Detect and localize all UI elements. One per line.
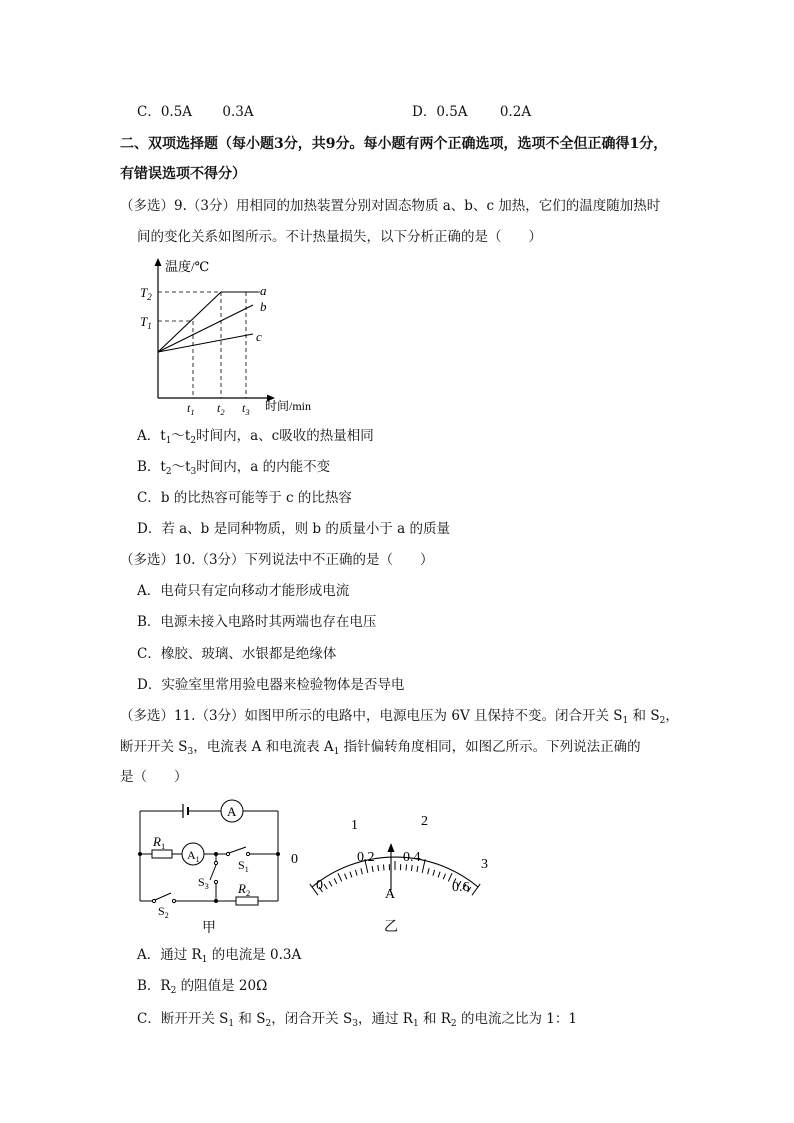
svg-text:t1: $t_1$ bbox=[187, 401, 195, 417]
r2-label: $R_2$ bbox=[238, 881, 251, 898]
dial-tick bbox=[433, 870, 435, 876]
graph-line-b bbox=[158, 305, 253, 352]
q10-stem: （多选）10.（3分）下列说法中不正确的是（ ） bbox=[120, 552, 434, 568]
s2-label: $S_2$ bbox=[158, 904, 169, 920]
q11-stem-line1: （多选）11.（3分）如图甲所示的电路中，电源电压为 6V 且保持不变。闭合开关 $S_1$ 和 $S_2$， bbox=[120, 708, 679, 726]
dial-tick bbox=[422, 859, 425, 873]
dial-tick bbox=[361, 868, 363, 874]
q9-option-b: B．$t_2\sim t_3$时间内，a 的内能不变 bbox=[137, 459, 331, 477]
q8-option-c-value: 0.3A bbox=[222, 104, 254, 120]
graph-label-a: a bbox=[260, 283, 267, 298]
dial-outer-2: 2 bbox=[421, 814, 428, 829]
q10-option-c: C．橡胶、玻璃、水银都是绝缘体 bbox=[137, 646, 337, 662]
graph-line-a bbox=[158, 292, 221, 352]
q10-option-d: D．实验室里常用验电器来检验物体是否导电 bbox=[137, 677, 405, 693]
dial-tick bbox=[378, 865, 379, 871]
q11-option-a: A．通过 $R_1$ 的电流是 0.3A bbox=[137, 947, 302, 965]
section2-heading-line2: 有错误选项不得分） bbox=[120, 166, 246, 182]
q11-stem-line3: 是（ ） bbox=[120, 769, 188, 785]
dial-tick bbox=[355, 870, 357, 876]
dial-tick bbox=[406, 865, 407, 871]
dial-tick bbox=[334, 878, 337, 883]
ammeter-a1-label: $A_1$ bbox=[187, 848, 200, 864]
ammeter-a-label: A bbox=[227, 804, 237, 819]
dial-inner-04: 0.4 bbox=[403, 850, 421, 865]
dial-tick bbox=[350, 872, 352, 878]
s3-label: $S_3$ bbox=[198, 875, 209, 891]
dial-tick bbox=[417, 866, 418, 872]
q8-option-d-label: D．0.5A bbox=[412, 104, 468, 120]
q11-option-c: C．断开开关 $S_1$ 和 $S_2$，闭合开关 $S_3$，通过 $R_1$ 和 $R_2$ 的电流之比为 1：1 bbox=[137, 1011, 577, 1029]
q9-option-c: C．b 的比热容可能等于 c 的比热容 bbox=[137, 490, 352, 506]
dial-tick bbox=[372, 866, 373, 872]
q8-option-c-label: C．0.5A bbox=[137, 104, 193, 120]
dial-tick bbox=[428, 868, 430, 874]
dial-pointer-label: A bbox=[385, 887, 396, 902]
q9-stem-line1: （多选）9.（3分）用相同的加热装置分别对固态物质 a、b、c 加热，它们的温度随加热时 bbox=[120, 198, 661, 214]
q11-option-b: B．$R_2$ 的阻值是 20Ω bbox=[137, 978, 268, 996]
s1-label: $S_1$ bbox=[238, 858, 249, 874]
q9-temperature-graph bbox=[135, 255, 335, 420]
svg-text:T2: $T_2$ bbox=[140, 285, 152, 302]
q9-option-d: D．若 a、b 是同种物质，则 b 的质量小于 a 的质量 bbox=[137, 521, 450, 537]
dial-tick bbox=[338, 873, 342, 881]
q11-ammeter-dial bbox=[285, 805, 495, 935]
q9-stem-line2: 间的变化关系如图所示。不计热量损失，以下分析正确的是（ ） bbox=[137, 229, 542, 245]
graph-xlabel: 时间/min bbox=[265, 399, 312, 413]
dial-outer-3: 3 bbox=[481, 857, 488, 872]
q10-option-a: A．电荷只有定向移动才能形成电流 bbox=[137, 583, 350, 599]
r1-label: $R_1$ bbox=[153, 834, 166, 851]
svg-text:T1: $T_1$ bbox=[140, 314, 152, 331]
dial-inner-02: 0.2 bbox=[357, 850, 375, 865]
q11-stem-line2: 断开开关 $S_3$，电流表 A 和电流表 $A_1$ 指针偏转角度相同，如图乙所示。下列说法正确的 bbox=[120, 739, 641, 757]
dial-tick bbox=[324, 884, 327, 889]
dial-outer-0: 0 bbox=[291, 852, 298, 867]
dial-outer-1: 1 bbox=[351, 818, 358, 833]
dial-inner-06: 0.6 bbox=[452, 880, 470, 895]
svg-text:t3: $t_3$ bbox=[242, 401, 250, 417]
q10-option-b: B．电源未接入电路时其两端也存在电压 bbox=[137, 614, 377, 630]
fig-jia-label: 甲 bbox=[202, 921, 216, 936]
q11-circuit-diagram bbox=[130, 796, 290, 936]
q8-option-d bbox=[412, 103, 531, 121]
dial-tick bbox=[411, 865, 412, 871]
dial-tick bbox=[329, 881, 332, 886]
q8-option-d-value: 0.2A bbox=[499, 104, 532, 120]
fig-yi-label: 乙 bbox=[384, 920, 398, 935]
dial-inner-0: 0 bbox=[316, 878, 323, 893]
dial-tick bbox=[438, 872, 440, 878]
dial-tick bbox=[345, 874, 347, 880]
dial-tick bbox=[443, 874, 445, 880]
graph-label-b: b bbox=[260, 299, 267, 314]
graph-line-c bbox=[158, 334, 253, 352]
graph-label-c: c bbox=[256, 329, 262, 344]
section2-heading-line1: 二、双项选择题（每小题3分，共9分。每小题有两个正确选项，选项不全但正确得1分， bbox=[120, 136, 668, 152]
graph-ylabel: 温度/℃ bbox=[165, 259, 210, 274]
q9-option-a: A．$t_1\sim t_2$时间内，a、c吸收的热量相同 bbox=[137, 428, 374, 446]
svg-text:t2: $t_2$ bbox=[217, 401, 225, 417]
q8-option-c bbox=[137, 103, 254, 121]
dial-tick bbox=[384, 865, 385, 871]
